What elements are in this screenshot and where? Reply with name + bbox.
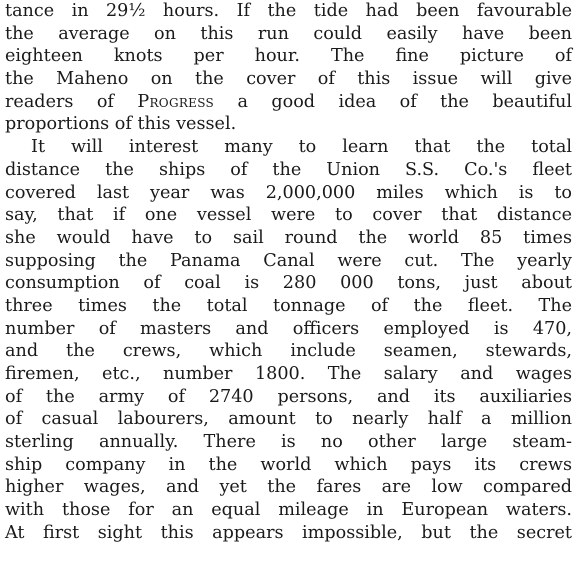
text-line: tance in 29½ hours. If the tide had been favourable [5,1,572,21]
paragraph-2 [5,136,572,544]
text-line: sterling annually. There is no other large steam- [5,432,572,453]
text-line: At first sight this appears impossible, but the secret [5,522,572,543]
text-line: covered last year was 2,000,000 miles which is to [5,182,572,203]
text-line: It will interest many to learn that the total [31,137,572,158]
text-line: proportions of this vessel. [5,114,237,135]
text-line: eighteen knots per hour. The fine picture of [5,46,572,67]
text-line: supposing the Panama Canal were cut. The yearly [5,250,572,271]
text-line: number of masters and officers employed is 470, [5,318,572,339]
text-line: of casual labourers, amount to nearly half a million [5,409,572,430]
text-line: readers of Progress a good idea of the beautiful [5,91,573,112]
text-line: higher wages, and yet the fares are low compared [5,477,572,498]
text-line: three times the total tonnage of the fleet. The [5,295,572,316]
text-line: the average on this run could easily have been [5,23,572,44]
document-page [5,0,572,545]
text-line: firemen, etc., number 1800. The salary and wages [5,364,572,384]
text-line: distance the ships of the Union S.S. Co.'s fleet [5,159,572,180]
text-line: with those for an equal mileage in European waters. [5,500,572,521]
text-line: ship company in the world which pays its crews [5,454,572,475]
text-line: say, that if one vessel were to cover that distance [5,205,572,226]
text-line: of the army of 2740 persons, and its auxiliaries [5,386,572,407]
text-line: and the crews, which include seamen, stewards, [5,341,572,362]
paragraph-1 [5,0,572,136]
magazine-name: Progress [137,91,215,112]
text-line: consumption of coal is 280 000 tons, just about [5,273,572,294]
text-line: the Maheno on the cover of this issue will give [5,69,572,90]
text-line: she would have to sail round the world 85 times [5,227,572,248]
